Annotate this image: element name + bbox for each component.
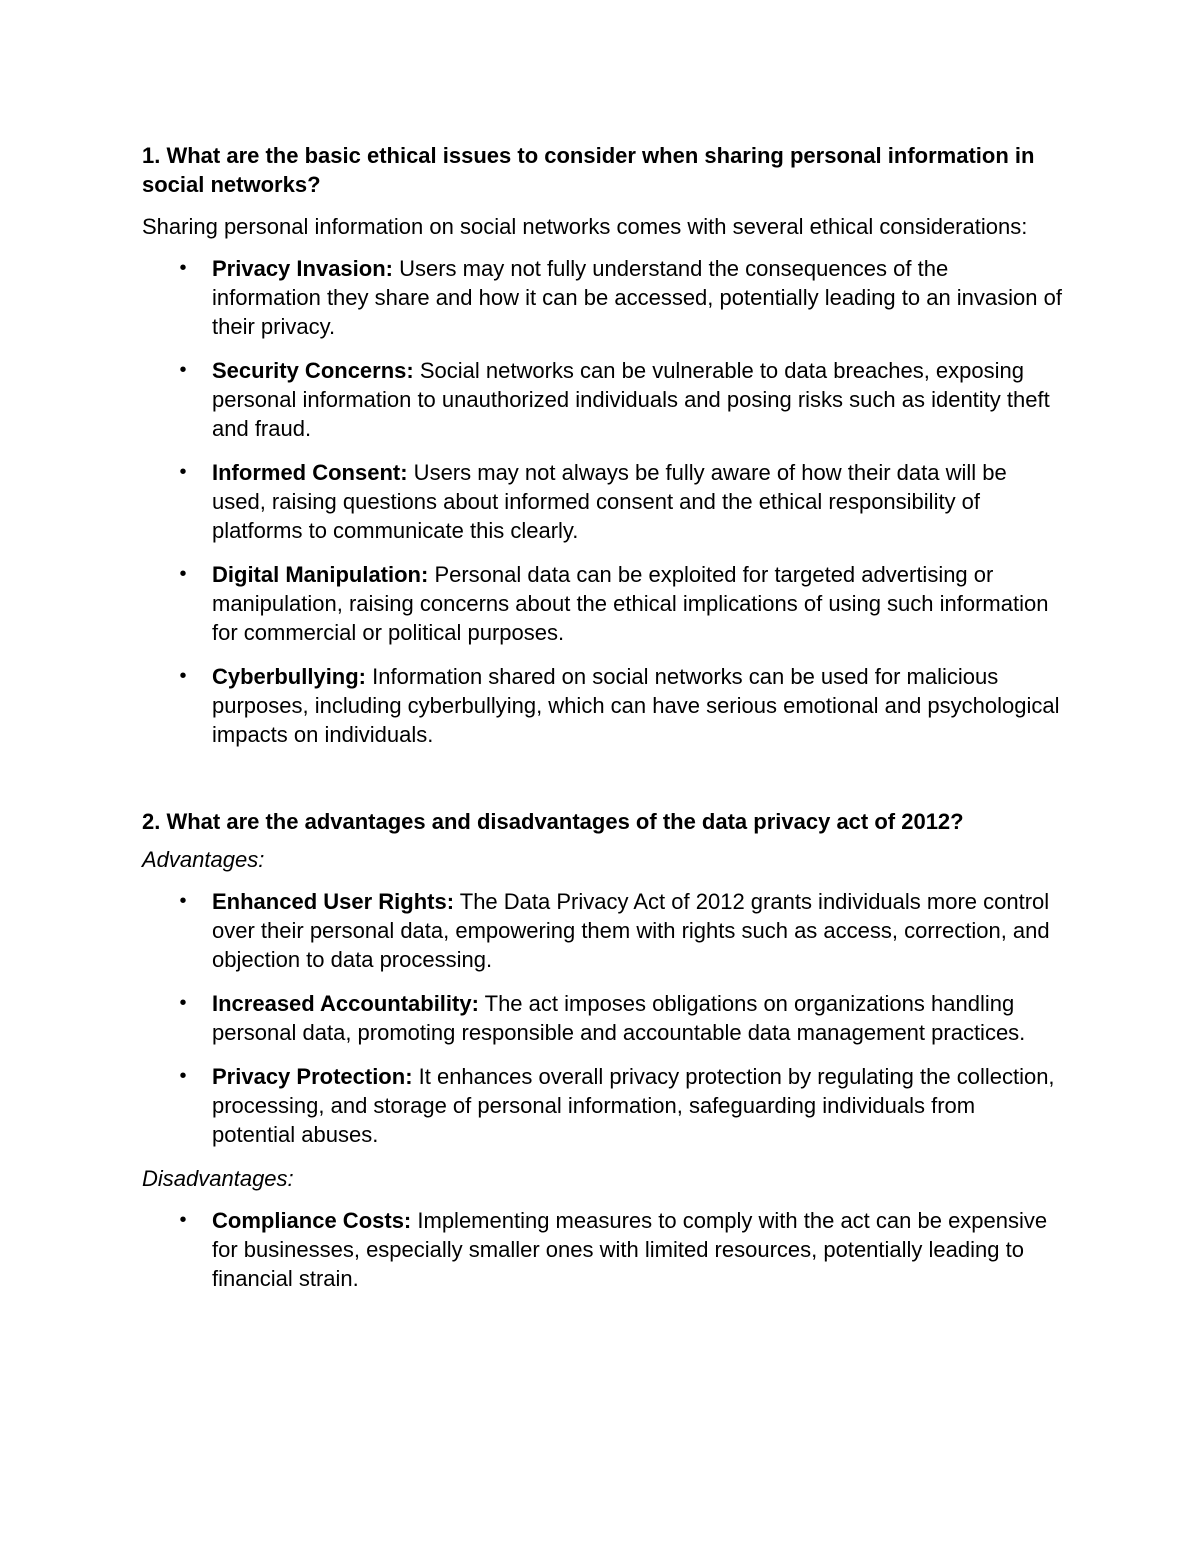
- item-text: Users may not fully understand the consequences of the information they share and how it can be accessed, potentially leading to an invasion of their privacy.: [212, 256, 1062, 339]
- item-term: Informed Consent:: [212, 460, 408, 485]
- item-term: Increased Accountability:: [212, 991, 479, 1016]
- question-2-heading: 2. What are the advantages and disadvantages of the data privacy act of 2012?: [142, 809, 964, 834]
- advantages-label: Advantages:: [142, 847, 265, 872]
- bullet-icon: •: [179, 257, 187, 279]
- bullet-icon: •: [179, 1209, 187, 1231]
- list-item: [142, 1206, 1062, 1293]
- item-term: Compliance Costs:: [212, 1208, 412, 1233]
- question-1-heading: 1. What are the basic ethical issues to consider when sharing personal information in social networks?: [142, 143, 1035, 197]
- item-text: The act imposes obligations on organizations handling personal data, promoting responsible and accountable data management practices.: [212, 991, 1026, 1045]
- item-term: Privacy Invasion:: [212, 256, 393, 281]
- item-text: It enhances overall privacy protection by regulating the collection, processing, and storage of personal information, safeguarding individuals from potential abuses.: [212, 1064, 1055, 1147]
- ethical-issues-list: [142, 254, 1062, 749]
- disadvantages-list: [142, 1206, 1062, 1293]
- bullet-icon: •: [179, 665, 187, 687]
- list-item: [142, 254, 1062, 341]
- bullet-icon: •: [179, 563, 187, 585]
- bullet-icon: •: [179, 359, 187, 381]
- list-item: [142, 458, 1062, 545]
- item-term: Digital Manipulation:: [212, 562, 429, 587]
- item-term: Enhanced User Rights:: [212, 889, 455, 914]
- item-term: Privacy Protection:: [212, 1064, 413, 1089]
- item-text: Personal data can be exploited for targeted advertising or manipulation, raising concerns about the ethical implications of using such information for commercial or political purposes.: [212, 562, 1049, 645]
- question-1-intro: Sharing personal information on social networks comes with several ethical considerations:: [142, 214, 1028, 239]
- list-item: [142, 1062, 1062, 1149]
- item-text: Social networks can be vulnerable to data breaches, exposing personal information to unauthorized individuals and posing risks such as identity theft and fraud.: [212, 358, 1050, 441]
- item-term: Security Concerns:: [212, 358, 414, 383]
- list-item: [142, 989, 1062, 1047]
- item-text: Information shared on social networks can be used for malicious purposes, including cyberbullying, which can have serious emotional and psychological impacts on individuals.: [212, 664, 1060, 747]
- bullet-icon: •: [179, 461, 187, 483]
- bullet-icon: •: [179, 1065, 187, 1087]
- list-item: [142, 662, 1062, 749]
- document-page: [142, 141, 1062, 1308]
- item-text: Users may not always be fully aware of how their data will be used, raising questions about informed consent and the ethical responsibility of platforms to communicate this clearly.: [212, 460, 1007, 543]
- list-item: [142, 356, 1062, 443]
- item-text: Implementing measures to comply with the act can be expensive for businesses, especially smaller ones with limited resources, potentially leading to financial strain.: [212, 1208, 1048, 1291]
- item-text: The Data Privacy Act of 2012 grants individuals more control over their personal data, empowering them with rights such as access, correction, and objection to data processing.: [212, 889, 1050, 972]
- disadvantages-label: Disadvantages:: [142, 1166, 294, 1191]
- advantages-list: [142, 887, 1062, 1149]
- item-term: Cyberbullying:: [212, 664, 367, 689]
- list-item: [142, 887, 1062, 974]
- bullet-icon: •: [179, 992, 187, 1014]
- list-item: [142, 560, 1062, 647]
- bullet-icon: •: [179, 890, 187, 912]
